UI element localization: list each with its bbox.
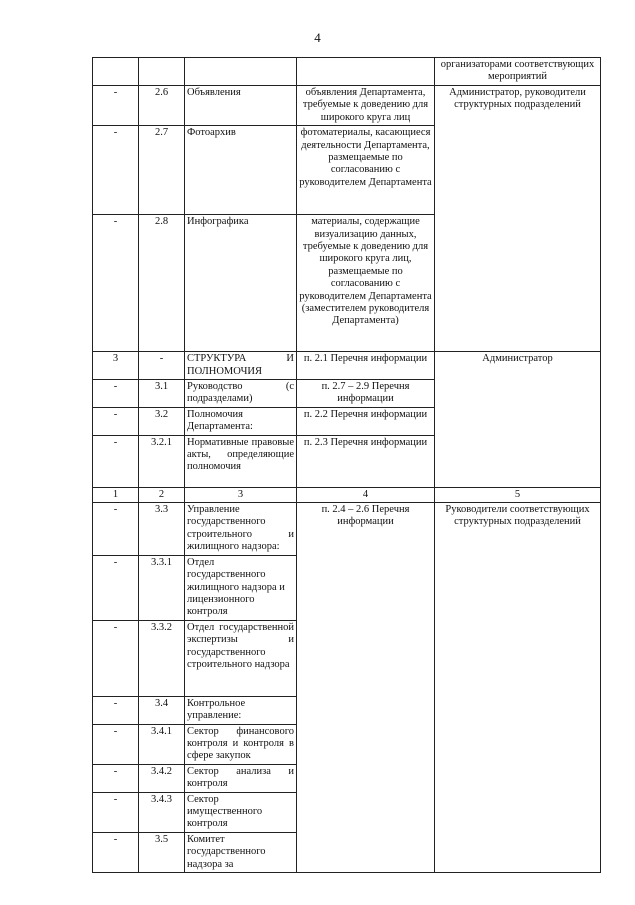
cell: 3.2.1	[139, 435, 185, 487]
cell: 4	[297, 487, 435, 502]
cell: 2.7	[139, 126, 185, 215]
table-row	[93, 352, 601, 380]
cell: 3.3	[139, 503, 185, 556]
cell: 3.2	[139, 407, 185, 435]
cell: 3.3.1	[139, 555, 185, 620]
cell: -	[93, 620, 139, 696]
cell: -	[93, 86, 139, 126]
cell: Объявления	[185, 86, 297, 126]
cell: Комитет государственного надзора за	[185, 832, 297, 872]
cell: -	[139, 352, 185, 380]
cell: -	[93, 764, 139, 792]
cell: 3.4.1	[139, 724, 185, 764]
cell: 3.5	[139, 832, 185, 872]
cell: 3	[185, 487, 297, 502]
cell: п. 2.3 Перечня информации	[297, 435, 435, 487]
cell: СТРУКТУРА И ПОЛНОМОЧИЯ	[185, 352, 297, 380]
cell: п. 2.7 – 2.9 Перечня информации	[297, 380, 435, 408]
cell: п. 2.4 – 2.6 Перечня информации	[297, 503, 435, 873]
cell: Управление государственного строительного и жилищного надзора:	[185, 503, 297, 556]
cell: Администратор, руководители структурных подразделений	[435, 86, 601, 352]
table-row	[93, 503, 601, 556]
cell: Контрольное управление:	[185, 696, 297, 724]
cell: -	[93, 380, 139, 408]
cell: -	[93, 215, 139, 352]
cell: Сектор финансового контроля и контроля в сфере закупок	[185, 724, 297, 764]
cell: Отдел государственной экспертизы и государственного строительного надзора	[185, 620, 297, 696]
cell: Полномочия Департамента:	[185, 407, 297, 435]
cell: Отдел государственного жилищного надзора и лицензионного контроля	[185, 555, 297, 620]
cell: Инфографика	[185, 215, 297, 352]
cell: 3.4	[139, 696, 185, 724]
cell: 3.4.2	[139, 764, 185, 792]
cell: Сектор имущественного контроля	[185, 792, 297, 832]
cell: Руководители соответствующих структурных подразделений	[435, 503, 601, 873]
cell: Руководство (с подразделами)	[185, 380, 297, 408]
cell: -	[93, 435, 139, 487]
cell: 2.6	[139, 86, 185, 126]
cell: -	[93, 832, 139, 872]
cell: организаторами соответствующих мероприятий	[435, 58, 601, 86]
cell: 5	[435, 487, 601, 502]
cell: -	[93, 792, 139, 832]
cell: объявления Департамента, требуемые к доведению для широкого круга лиц	[297, 86, 435, 126]
cell: 3.4.3	[139, 792, 185, 832]
cell: п. 2.1 Перечня информации	[297, 352, 435, 380]
table-row	[93, 86, 601, 126]
cell: 2.8	[139, 215, 185, 352]
cell: 3.3.2	[139, 620, 185, 696]
cell: 1	[93, 487, 139, 502]
table-row	[93, 487, 601, 502]
cell: Сектор анализа и контроля	[185, 764, 297, 792]
cell: Нормативные правовые акты, определяющие полномочия	[185, 435, 297, 487]
cell: материалы, содержащие визуализацию данных, требуемые к доведению для широкого круга лиц, размещаемые по согласованию с руководителем Департамента (заместителем руководителя Департамента)	[297, 215, 435, 352]
cell: 3.1	[139, 380, 185, 408]
cell: -	[93, 555, 139, 620]
cell: -	[93, 503, 139, 556]
cell: -	[93, 696, 139, 724]
cell: -	[93, 407, 139, 435]
cell: 2	[139, 487, 185, 502]
table-row	[93, 58, 601, 86]
cell: Администратор	[435, 352, 601, 487]
cell: 3	[93, 352, 139, 380]
cell: фотоматериалы, касающиеся деятельности Департамента, размещаемые по согласованию с руководителем Департамента	[297, 126, 435, 215]
cell: -	[93, 724, 139, 764]
cell	[297, 58, 435, 86]
document-table	[92, 57, 601, 873]
cell	[139, 58, 185, 86]
page-number: 4	[314, 30, 321, 45]
cell	[93, 58, 139, 86]
cell: -	[93, 126, 139, 215]
cell	[185, 58, 297, 86]
cell: Фотоархив	[185, 126, 297, 215]
cell: п. 2.2 Перечня информации	[297, 407, 435, 435]
